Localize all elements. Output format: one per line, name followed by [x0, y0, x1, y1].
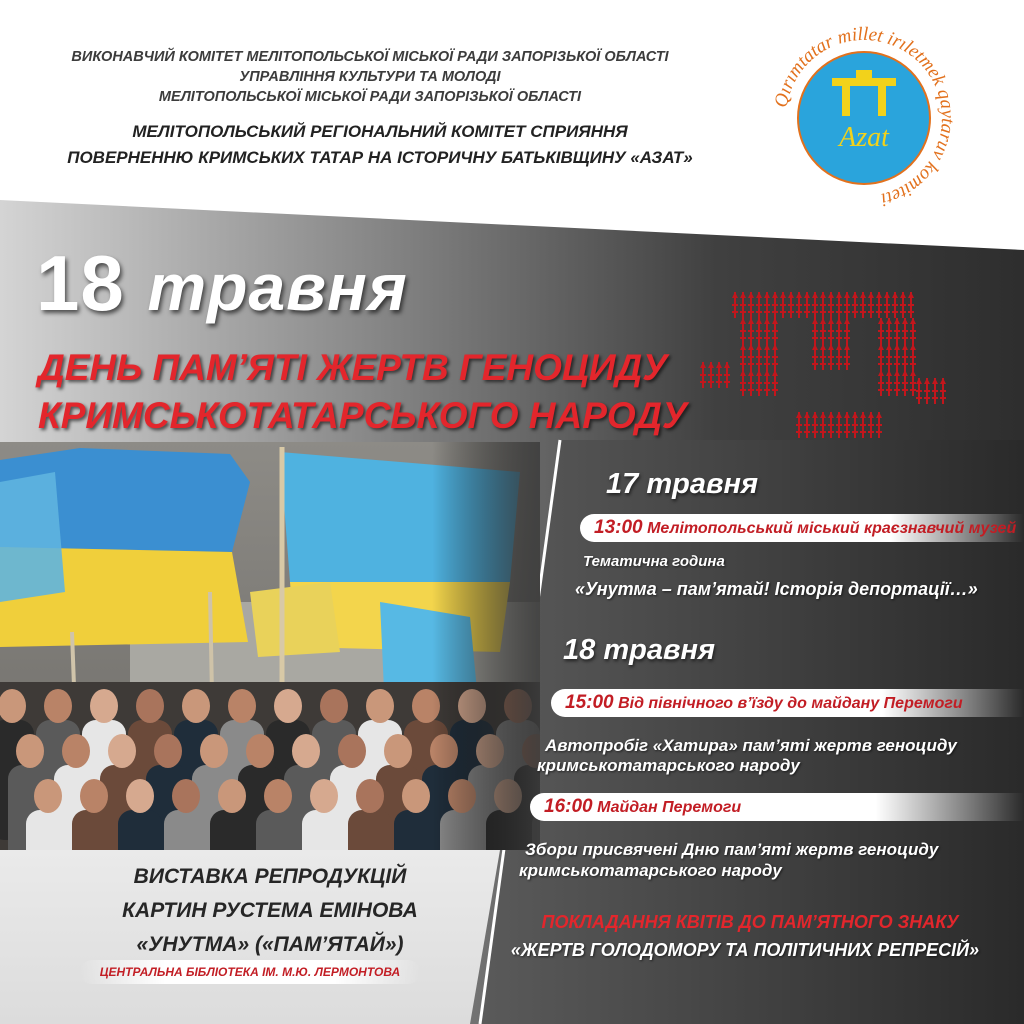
arrow-mark: [748, 318, 754, 344]
arrow-mark: [844, 292, 850, 318]
arrow-mark: [844, 344, 850, 370]
arrow-mark: [894, 344, 900, 370]
arrow-mark: [756, 292, 762, 318]
schedule-day2-date: 18 травня: [563, 634, 716, 666]
arrow-mark: [716, 362, 722, 388]
arrow-mark: [756, 318, 762, 344]
exhibition-line-1: ВИСТАВКА РЕПРОДУКЦІЙ: [133, 865, 407, 888]
arrow-mark: [844, 412, 850, 438]
arrow-mark: [910, 370, 916, 396]
arrow-mark: [812, 318, 818, 344]
schedule-ev2-desc-1: Збори присвячені Дню пам’яті жертв геноциду: [525, 840, 939, 859]
arrow-mark: [886, 344, 892, 370]
arrow-mark: [900, 292, 906, 318]
arrow-mark: [748, 292, 754, 318]
arrow-mark: [764, 370, 770, 396]
arrow-mark: [828, 318, 834, 344]
schedule-ev1-time: 15:00: [565, 692, 614, 713]
header-line-3: МЕЛІТОПОЛЬСЬКОЇ МІСЬКОЇ РАДИ ЗАПОРІЗЬКОЇ ОБЛАСТІ: [158, 89, 582, 105]
exhibition-block: [60, 860, 480, 962]
hero-date-number: 18: [36, 239, 125, 327]
logo-ring-text: Qırımtatar millet irıletmek qaytaruv komiteti: [770, 23, 959, 210]
arrow-mark: [764, 318, 770, 344]
arrow-mark: [724, 362, 730, 388]
schedule-ev2-place: Майдан Перемоги: [597, 799, 742, 816]
header-line-1: ВИКОНАВЧИЙ КОМІТЕТ МЕЛІТОПОЛЬСЬКОЇ МІСЬКОЇ РАДИ ЗАПОРІЗЬКОЇ ОБЛАСТІ: [71, 49, 669, 65]
schedule-ev1-desc-2: кримськотатарського народу: [537, 756, 800, 775]
arrow-mark: [740, 344, 746, 370]
rally-photo: [0, 442, 540, 850]
flowers-line-1: ПОКЛАДАННЯ КВІТІВ ДО ПАМ’ЯТНОГО ЗНАКУ: [541, 912, 959, 932]
logo-center-word: Azat: [839, 122, 889, 153]
arrow-mark: [910, 318, 916, 344]
arrow-mark: [740, 292, 746, 318]
arrow-mark: [902, 370, 908, 396]
schedule-ev1-place: Від північного в’їзду до майдану Перемоги: [618, 695, 963, 712]
arrow-mark: [764, 292, 770, 318]
hero-date: [36, 238, 408, 329]
arrow-mark: [868, 412, 874, 438]
exhibition-line-3: «УНУТМА» («ПАМ’ЯТАЙ»): [136, 933, 404, 956]
arrow-tamga-icon: [695, 282, 955, 447]
schedule-ev2-bar: [530, 793, 1024, 821]
hero-title: [38, 344, 698, 440]
arrow-mark: [910, 344, 916, 370]
arrow-mark: [860, 292, 866, 318]
arrow-mark: [804, 292, 810, 318]
arrow-mark: [836, 344, 842, 370]
arrow-mark: [700, 362, 706, 388]
arrow-mark: [894, 318, 900, 344]
arrow-mark: [820, 292, 826, 318]
arrow-mark: [772, 292, 778, 318]
schedule-ev1-bar: [551, 689, 1024, 717]
flowers-line-2: «ЖЕРТВ ГОЛОДОМОРУ ТА ПОЛІТИЧНИХ РЕПРЕСІЙ»: [510, 940, 980, 960]
arrow-mark: [886, 370, 892, 396]
arrow-mark: [886, 318, 892, 344]
arrow-mark: [748, 344, 754, 370]
arrow-mark: [868, 292, 874, 318]
arrow-mark: [884, 292, 890, 318]
arrow-mark: [780, 292, 786, 318]
schedule-ev2-desc-2: кримськотатарського народу: [519, 861, 782, 880]
arrow-mark: [812, 292, 818, 318]
arrow-mark: [844, 318, 850, 344]
schedule-day1-bar: [580, 514, 1024, 542]
azat-logo: [768, 22, 960, 214]
arrow-mark: [902, 344, 908, 370]
schedule-ev1-desc-1: Автопробіг «Хатира» пам’яті жертв геноциду: [545, 736, 957, 755]
arrow-mark: [860, 412, 866, 438]
arrow-mark: [876, 412, 882, 438]
schedule-day1-place: Мелітопольський міський краєзнавчий музей: [647, 520, 1017, 537]
arrow-mark: [894, 370, 900, 396]
arrow-mark: [756, 370, 762, 396]
arrow-mark: [878, 318, 884, 344]
schedule-day1-time: 13:00: [594, 517, 643, 538]
arrow-mark: [902, 318, 908, 344]
exhibition-line-2: КАРТИН РУСТЕМА ЕМІНОВА: [122, 899, 418, 922]
arrow-mark: [836, 292, 842, 318]
hero-title-line-2: КРИМСЬКОТАТАРСЬКОГО НАРОДУ: [38, 395, 687, 436]
arrow-mark: [828, 344, 834, 370]
arrow-mark: [878, 344, 884, 370]
arrow-mark: [788, 292, 794, 318]
header-line-5: ПОВЕРНЕННЮ КРИМСЬКИХ ТАТАР НА ІСТОРИЧНУ БАТЬКІВЩИНУ «АЗАТ»: [67, 148, 693, 167]
arrow-mark: [812, 412, 818, 438]
schedule-day1-date: 17 травня: [606, 468, 759, 500]
arrow-mark: [878, 370, 884, 396]
arrow-mark: [908, 292, 914, 318]
arrow-mark: [772, 344, 778, 370]
arrow-mark: [940, 378, 946, 404]
arrow-mark: [772, 318, 778, 344]
arrow-mark: [756, 344, 762, 370]
arrow-mark: [892, 292, 898, 318]
library-label: ЦЕНТРАЛЬНА БІБЛІОТЕКА ІМ. М.Ю. ЛЕРМОНТОВА: [80, 960, 420, 984]
arrow-mark: [764, 344, 770, 370]
arrow-mark: [836, 318, 842, 344]
arrow-mark: [732, 292, 738, 318]
arrow-mark: [876, 292, 882, 318]
hero-title-line-1: ДЕНЬ ПАМ’ЯТІ ЖЕРТВ ГЕНОЦИДУ: [38, 347, 668, 388]
schedule-ev2-time: 16:00: [544, 796, 593, 817]
arrow-mark: [796, 412, 802, 438]
arrow-mark: [828, 292, 834, 318]
arrow-mark: [804, 412, 810, 438]
arrow-mark: [812, 344, 818, 370]
schedule-day1-event: «Унутма – пам’ятай! Історія депортації…»: [575, 579, 978, 599]
arrow-mark: [852, 412, 858, 438]
arrow-mark: [852, 292, 858, 318]
arrow-mark: [748, 370, 754, 396]
arrow-mark: [708, 362, 714, 388]
arrow-mark: [820, 318, 826, 344]
arrow-mark: [916, 378, 922, 404]
arrow-mark: [924, 378, 930, 404]
arrow-mark: [932, 378, 938, 404]
header-line-2: УПРАВЛІННЯ КУЛЬТУРИ ТА МОЛОДІ: [239, 69, 501, 85]
arrow-mark: [836, 412, 842, 438]
header-line-4: МЕЛІТОПОЛЬСЬКИЙ РЕГІОНАЛЬНИЙ КОМІТЕТ СПРИЯННЯ: [132, 122, 628, 141]
arrow-mark: [820, 412, 826, 438]
hero-date-word: травня: [147, 250, 408, 324]
arrow-mark: [820, 344, 826, 370]
arrow-mark: [828, 412, 834, 438]
schedule-day1-kind: Тематична година: [583, 553, 725, 570]
arrow-mark: [740, 318, 746, 344]
arrow-mark: [772, 370, 778, 396]
arrow-mark: [796, 292, 802, 318]
arrow-mark: [740, 370, 746, 396]
